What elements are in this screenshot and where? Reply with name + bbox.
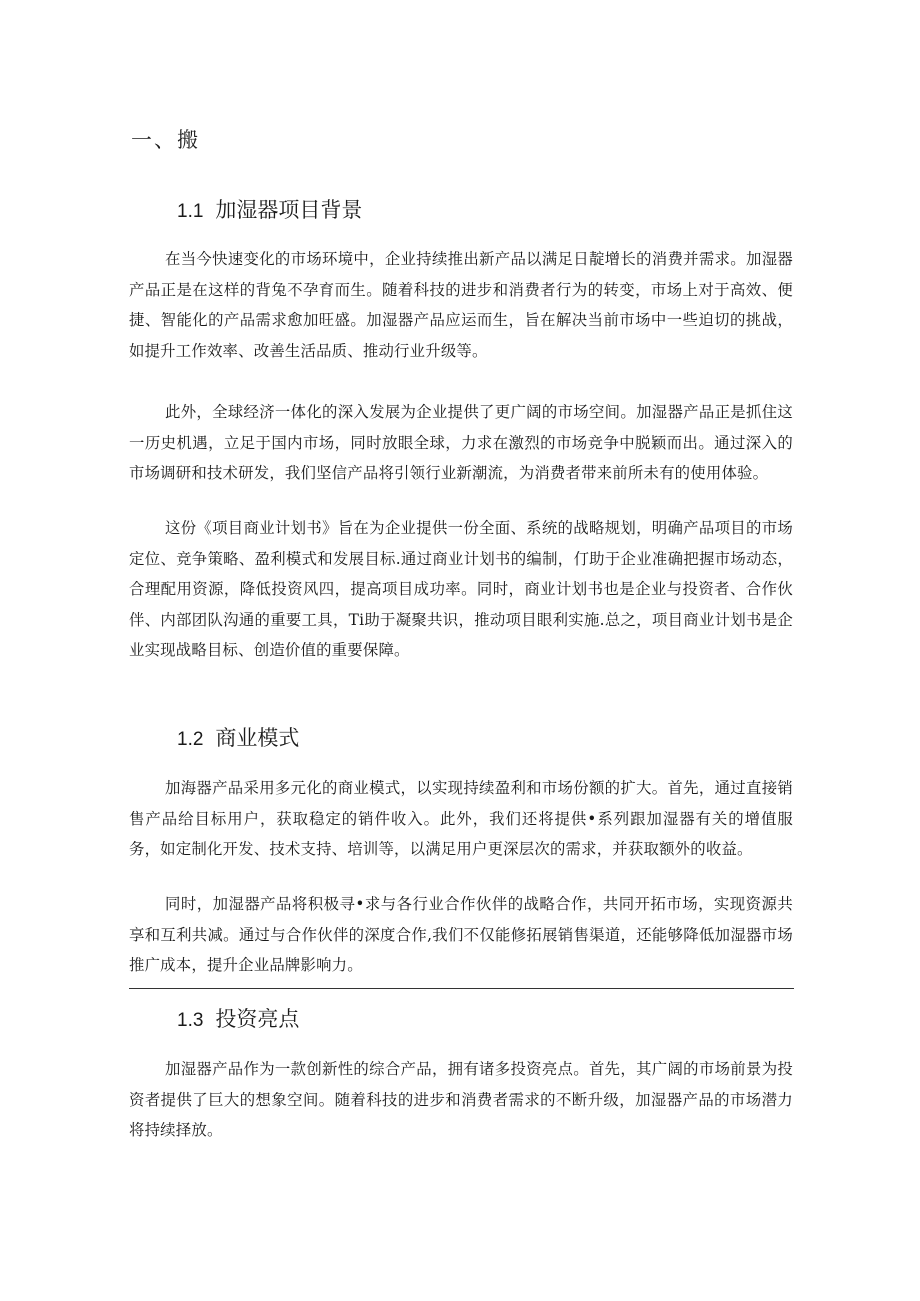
paragraph: 同时，加湿器产品将积极寻•求与各行业合作伙伴的战略合作，共同开拓市场，实现资源共享和互利共减。通过与合作伙伴的深度合作,我们不仅能修拓展销售渠道，还能够降低加湿器市场推广成本，提升企业品牌影响力。 [129,895,793,974]
section-heading-1-1 [177,194,362,224]
section-title: 投资亮点 [215,1007,300,1031]
paragraph: 加海器产品采用多元化的商业模式，以实现持续盈利和市场份额的扩大。首先，通过直接销售产品给目标用户，获取稳定的销件收入。此外，我们还将提供•系列跟加湿器有关的增值服务，如定制化开发、技术支持、培训等，以满足用户更深层次的需求，并获取额外的收益。 [129,779,793,858]
section-number: 1.2 [177,729,204,750]
paragraph: 这份《项目商业计划书》旨在为企业提供一份全面、系统的战略规划，明确产品项目的市场定位、竞争策略、盈利模式和发展目标.通过商业计划书的编制，仃助于企业准确把握市场动态，合理配用资源，降低投资风四，提高项目成功率。同时，商业计划书也是企业与投资者、合作伙伴、内部团队沟通的重要工具，Ti助于凝聚共识，推动项目眼利实施.总之，项目商业计划书是企业实现战略目标、创造价值的重要保障。 [129,519,793,659]
paragraph: 加湿器产品作为一款创新性的综合产品，拥有诸多投资亮点。首先，其广阔的市场前景为投资者提供了巨大的想象空间。随着科技的进步和消费者需求的不断升级，加湿器产品的市场潜力将持续择放。 [129,1060,793,1139]
section-title: 商业模式 [215,726,300,750]
paragraph: 在当今快速变化的市场环境中，企业持续推出新产品以满足日靛增长的消费并需求。加湿器产品正是在这样的背兔不孕育而生。随着科技的进步和消费者行为的转变，市场上对于高效、便捷、智能化的产品需求愈加旺盛。加湿器产品应运而生，旨在解决当前市场中一些迫切的挑战，如提升工作效率、改善生活品质、推动行业升级等。 [129,250,793,360]
section-number: 1.3 [177,1010,204,1031]
section-title: 加湿器项目背景 [215,198,363,222]
paragraph: 此外，全球经济一体化的深入发展为企业提供了更广阔的市场空间。加湿器产品正是抓住这一历史机遇，立足于国内市场，同时放眼全球，力求在激烈的市场竞争中脱颖而出。通过深入的市场调研和技术研发，我们坚信产品将引领行业新潮流，为消费者带来前所未有的使用体验。 [129,403,793,482]
chapter-title: 一、搬 [131,128,200,152]
section-heading-1-2 [177,722,299,752]
section-number: 1.1 [177,201,204,222]
divider-line [129,988,794,989]
section-heading-1-3 [177,1003,299,1033]
